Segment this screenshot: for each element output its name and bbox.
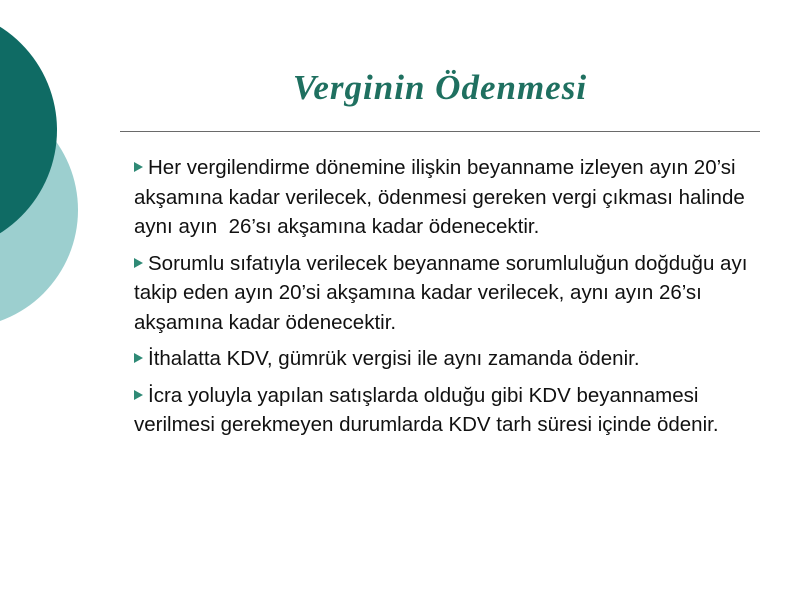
arrow-bullet-icon — [134, 162, 143, 172]
decorative-circles — [0, 0, 90, 330]
bullet-item — [134, 381, 774, 440]
bullet-text: Sorumlu sıfatıyla verilecek beyanname sorumluluğun doğduğu ayı takip eden ayın 20’si akşamına kadar verilecek, aynı ayın 26’sı akşamına kadar ödenecektir. — [134, 251, 754, 334]
bullet-item — [134, 153, 774, 242]
bullet-item — [134, 249, 774, 338]
title-divider — [120, 131, 760, 132]
bullet-text: İthalatta KDV, gümrük vergisi ile aynı zamanda ödenir. — [148, 347, 640, 370]
bullet-list — [134, 153, 774, 447]
arrow-bullet-icon — [134, 390, 143, 400]
slide-title: Verginin Ödenmesi — [292, 68, 588, 107]
bullet-item — [134, 344, 774, 374]
arrow-bullet-icon — [134, 258, 143, 268]
arrow-bullet-icon — [134, 353, 143, 363]
bullet-text: Her vergilendirme dönemine ilişkin beyanname izleyen ayın 20’si akşamına kadar verilecek, ödenmesi gereken vergi çıkması halinde aynı ayın 26’sı akşamına kadar ödenecektir. — [134, 156, 751, 238]
bullet-text: İcra yoluyla yapılan satışlarda olduğu gibi KDV beyannamesi verilmesi gerekmeyen durumlarda KDV tarh süresi içinde ödenir. — [134, 383, 719, 436]
